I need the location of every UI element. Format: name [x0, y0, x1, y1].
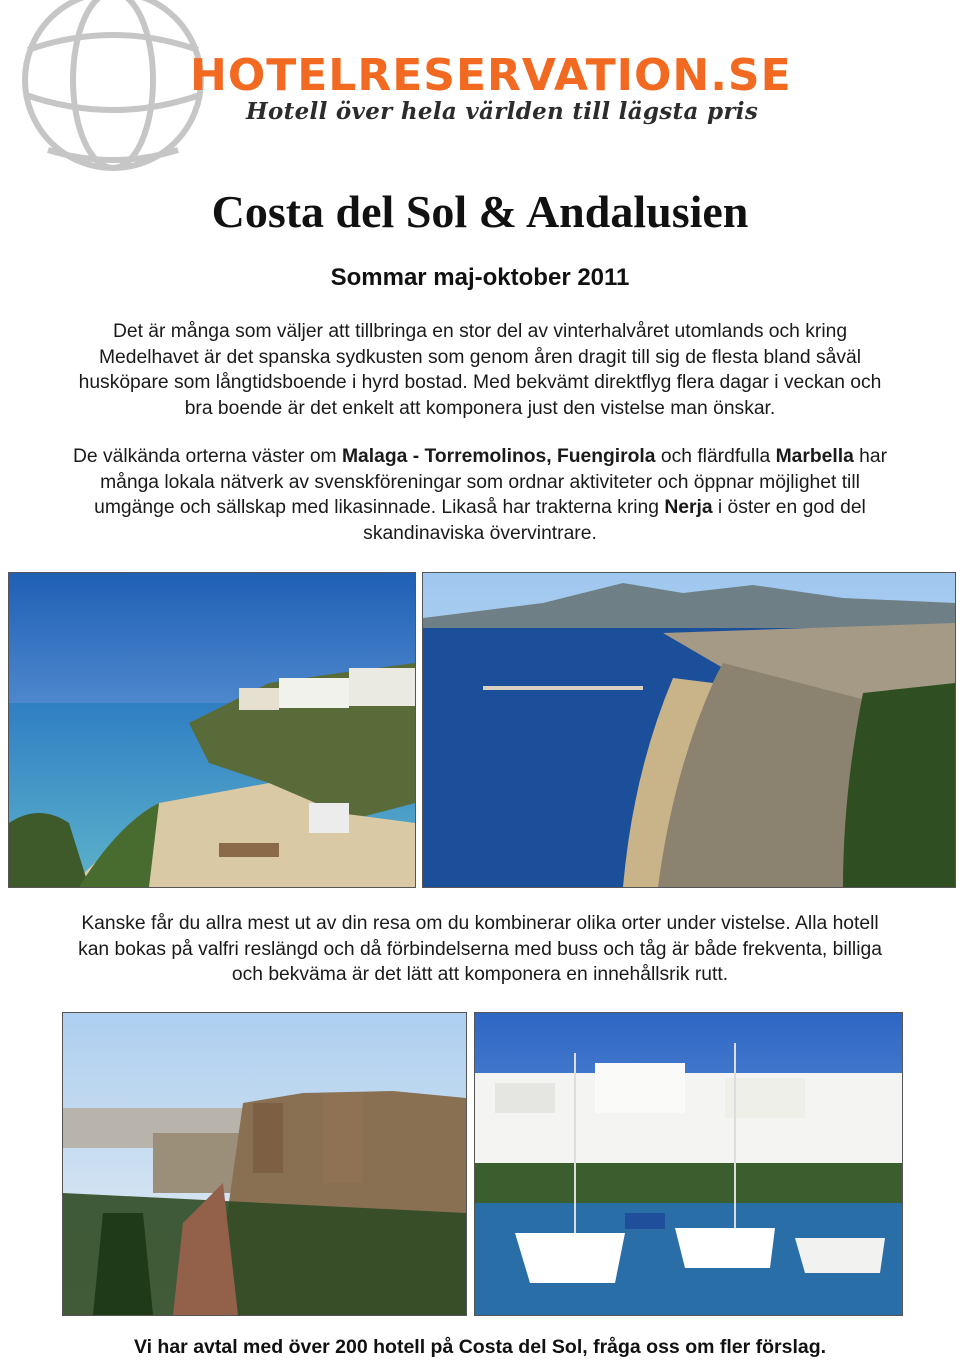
intro-1-line: Det är många som väljer att tillbringa en stor del av vinterhalvåret utomlands och kring — [112, 321, 848, 342]
text-run: och flärdfulla — [655, 446, 776, 467]
intro-3-line: Kanske får du allra mest ut av din resa om du kombinerar olika orter under vistelse. Alla hotell — [81, 913, 879, 934]
text-run: De välkända orterna väster om — [72, 446, 342, 467]
intro-2-line: skandinaviska övervintrare. — [363, 522, 597, 544]
intro-1-line: bra boende är det enkelt att komponera just den vistelse man önskar. — [184, 397, 776, 419]
closing-statement: Vi har avtal med över 200 hotell på Costa del Sol, fråga oss om fler förslag. — [133, 1336, 827, 1358]
photo-marina-harbor — [474, 1012, 903, 1316]
intro-paragraph-1 — [10, 319, 950, 421]
photo-nerja-beach — [8, 572, 416, 888]
intro-2-line: många lokala nätverk av svenskföreningar som ordnar aktiviteter och öppnar möjlighet till — [100, 471, 860, 493]
brand-logo-text[interactable]: HOTELRESERVATION.SE — [190, 50, 792, 101]
page-title: Costa del Sol & Andalusien — [211, 186, 749, 237]
page-subtitle: Sommar maj-oktober 2011 — [330, 264, 630, 291]
intro-1-line: Medelhavet är det spanska sydkusten som genom åren dragit till sig de flesta bland såväl — [98, 346, 862, 368]
brand-tagline: Hotell över hela världen till lägsta pris — [246, 98, 759, 125]
intro-1-line: husköpare som långtidsboende i hyrd bostad. Med bekvämt direktflyg flera dagar i veckan och — [78, 372, 882, 393]
destination-malaga-torremolinos-fuengirola: Malaga - Torremolinos, Fuengirola — [341, 446, 656, 467]
text-run: har — [853, 446, 888, 467]
destination-marbella: Marbella — [775, 446, 854, 467]
intro-paragraph-2 — [10, 444, 950, 546]
intro-2-line — [10, 495, 950, 521]
intro-3-line: och bekväma är det lätt att komponera en innehållsrik rutt. — [231, 964, 729, 985]
intro-paragraph-3 — [10, 911, 950, 988]
intro-3-line: kan bokas på valfri reslängd och då förbindelserna med buss och tåg är både frekventa, billiga — [78, 938, 882, 960]
photo-malaga-coast-aerial — [422, 572, 956, 888]
destination-nerja: Nerja — [664, 497, 713, 518]
text-run: umgänge och sällskap med likasinnade. Likaså har trakterna kring — [94, 497, 665, 518]
photo-alcazaba-fortress — [62, 1012, 467, 1316]
intro-2-line — [10, 444, 950, 470]
text-run: i öster en god del — [712, 497, 866, 518]
